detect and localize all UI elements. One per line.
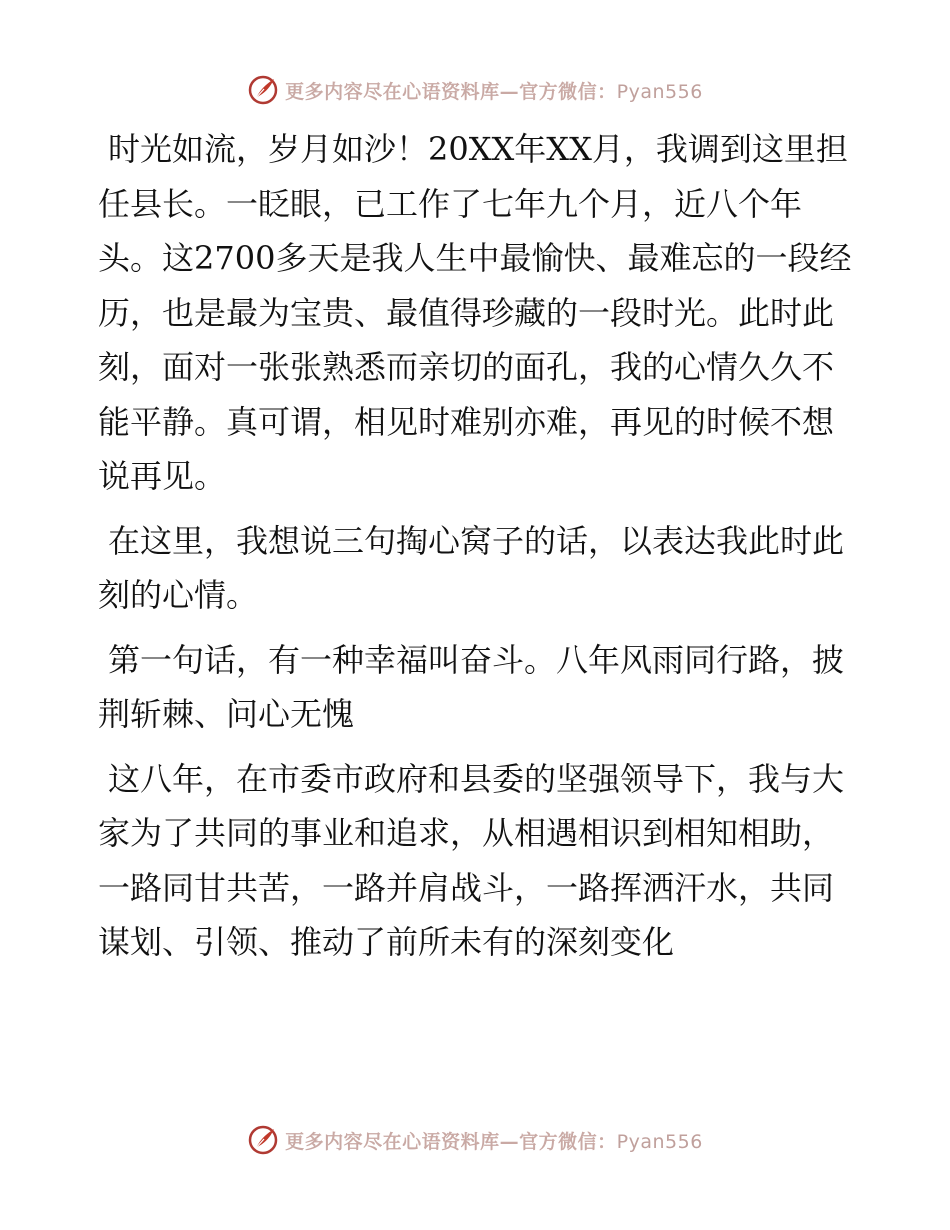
watermark-wechat-id: Pyan556 xyxy=(616,80,703,103)
header-watermark xyxy=(0,70,950,110)
document-body xyxy=(98,122,858,980)
feather-pen-logo-icon xyxy=(247,74,279,106)
paragraph-3: 第一句话，有一种幸福叫奋斗。八年风雨同行路，披荆斩棘、问心无愧 xyxy=(98,640,845,733)
watermark-wechat-id: Pyan556 xyxy=(616,1130,703,1153)
watermark-text: 更多内容尽在心语资料库—官方微信： xyxy=(285,80,617,103)
paragraph-1: 时光如流，岁月如沙！20XX年XX月，我调到这里担任县长。一眨眼，已工作了七年九个月，近八个年头。这2700多天是我人生中最愉快、最难忘的一段经历，也是最为宝贵、最值得珍藏的一段时光。此时此刻，面对一张张熟悉而亲切的面孔，我的心情久久不能平静。真可谓，相见时难别亦难，再见的时候不想说再见。 xyxy=(98,130,852,495)
paragraph-4: 这八年，在市委市政府和县委的坚强领导下，我与大家为了共同的事业和追求，从相遇相识到相知相助，一路同甘共苦，一路并肩战斗，一路挥洒汗水，共同谋划、引领、推动了前所未有的深刻变化 xyxy=(98,759,845,961)
footer-watermark xyxy=(0,1120,950,1160)
watermark-text: 更多内容尽在心语资料库—官方微信： xyxy=(285,1130,617,1153)
paragraph-2: 在这里，我想说三句掏心窝子的话，以表达我此时此刻的心情。 xyxy=(98,521,845,614)
feather-pen-logo-icon xyxy=(247,1124,279,1156)
